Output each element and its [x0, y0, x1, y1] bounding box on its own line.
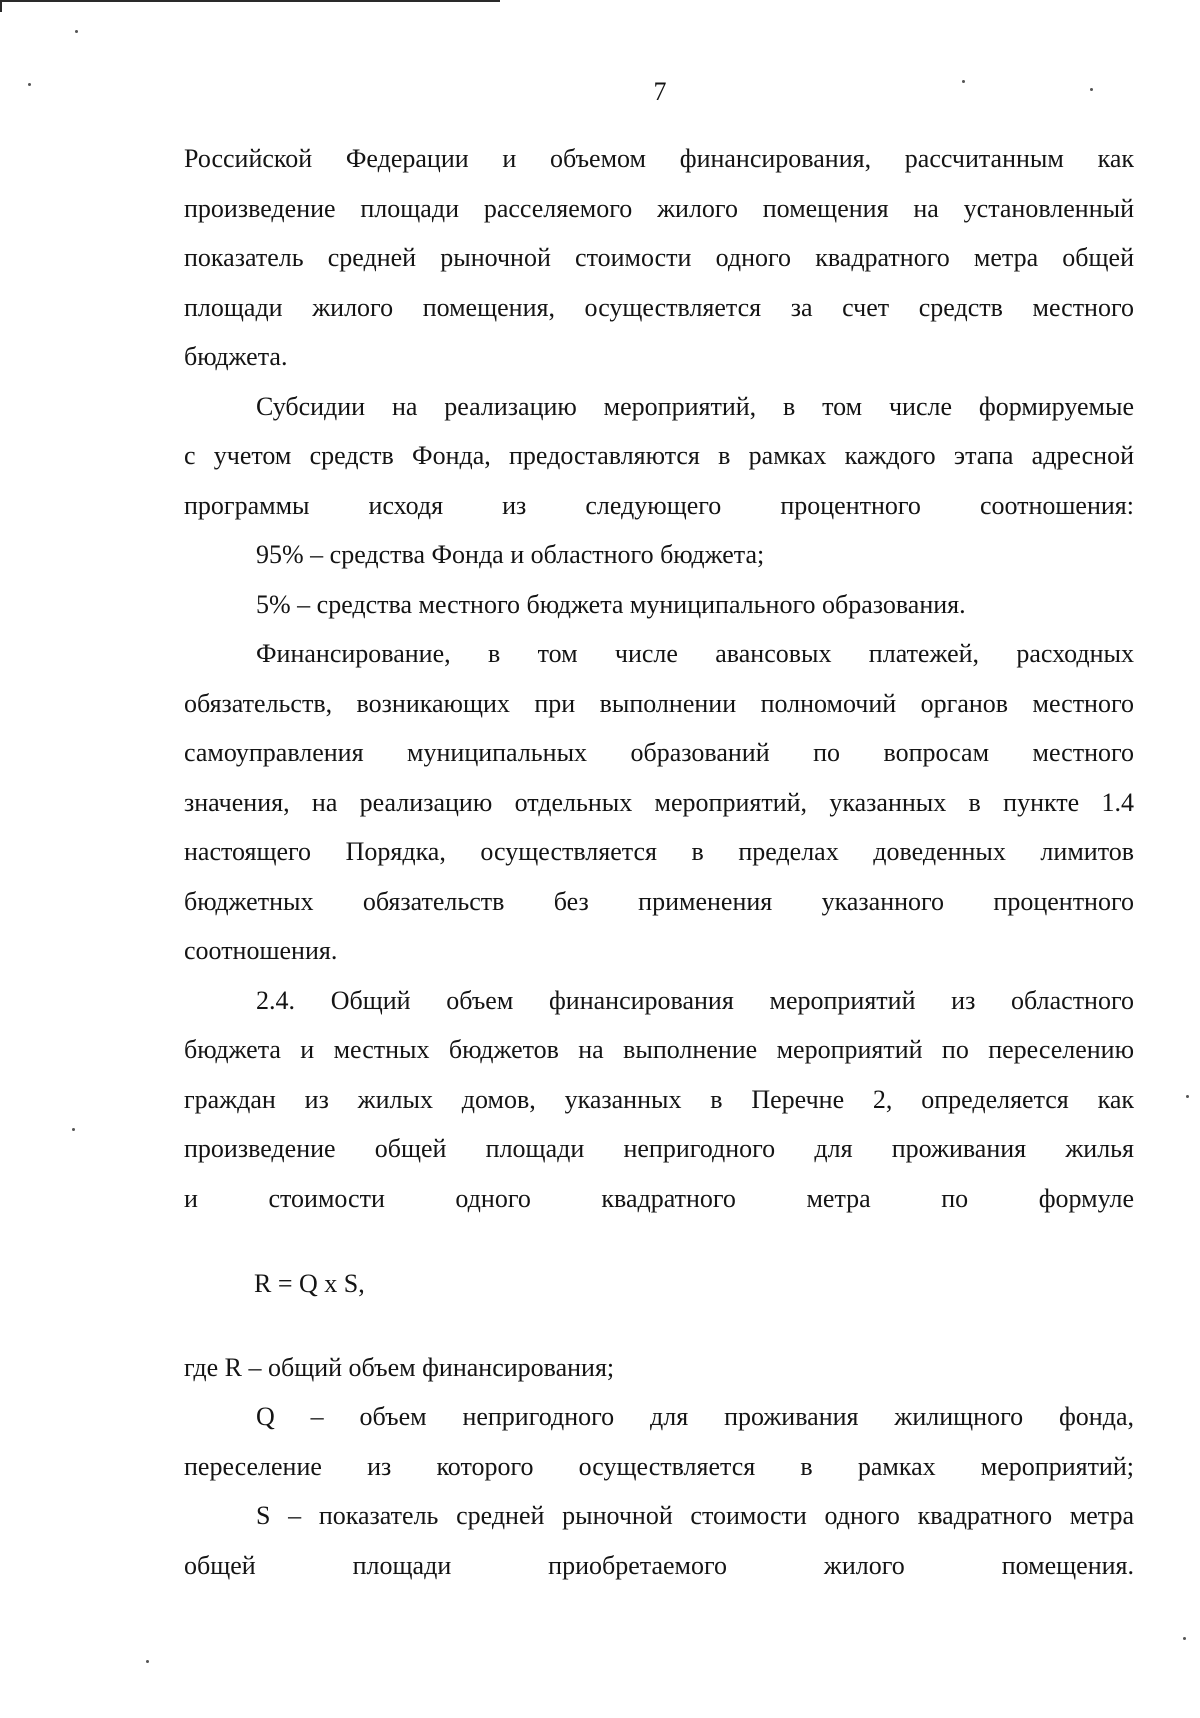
- scan-speck: [1183, 1637, 1186, 1640]
- formula-text: R = Q x S,: [254, 1269, 365, 1298]
- scan-speck: [1186, 1095, 1189, 1098]
- text-line: общей площади приобретаемого жилого помещения.: [184, 1550, 1134, 1580]
- text-line: программы исходя из следующего процентного соотношения:: [184, 490, 1134, 520]
- paragraph-section-2-4: [184, 976, 1134, 1224]
- scan-edge-left: [0, 0, 2, 12]
- paragraph-financing: [184, 629, 1134, 976]
- text-line: площади жилого помещения, осуществляется за счет средств местного: [184, 292, 1134, 322]
- text-line: 95% – средства Фонда и областного бюджета;: [256, 540, 765, 569]
- scan-edge-top: [0, 0, 500, 2]
- text-line: где R – общий объем финансирования;: [184, 1352, 615, 1382]
- scan-speck: [28, 83, 31, 86]
- text-line: граждан из жилых домов, указанных в Перечне 2, определяется как: [184, 1084, 1134, 1114]
- text-line: с учетом средств Фонда, предоставляются в рамках каждого этапа адресной: [184, 441, 1134, 470]
- text-line: бюджета и местных бюджетов на выполнение мероприятий по переселению: [184, 1035, 1134, 1064]
- text-line: Финансирование, в том числе авансовых платежей, расходных: [256, 639, 1134, 668]
- scan-speck: [962, 80, 965, 83]
- text-line: соотношения.: [184, 936, 338, 965]
- paragraph-funding-continuation: [184, 134, 1134, 382]
- text-line: Российской Федерации и объемом финансирования, рассчитанным как: [184, 144, 1134, 173]
- text-line: 5% – средства местного бюджета муниципального образования.: [256, 589, 966, 619]
- definition-r: [184, 1343, 1134, 1393]
- document-body: [184, 134, 1134, 1590]
- text-line: настоящего Порядка, осуществляется в пределах доведенных лимитов: [184, 837, 1134, 866]
- text-line: обязательств, возникающих при выполнении полномочий органов местного: [184, 688, 1134, 718]
- text-line: бюджета.: [184, 342, 288, 371]
- definition-q: [184, 1392, 1134, 1491]
- paragraph-share-5: [184, 580, 1134, 630]
- text-line: переселение из которого осуществляется в рамках мероприятий;: [184, 1451, 1134, 1481]
- scan-speck: [72, 1128, 75, 1131]
- text-line: S – показатель средней рыночной стоимости одного квадратного метра: [256, 1501, 1134, 1530]
- text-line: и стоимости одного квадратного метра по формуле: [184, 1183, 1134, 1213]
- paragraph-subsidies: [184, 382, 1134, 531]
- formula: [184, 1259, 1134, 1309]
- text-line: произведение площади расселяемого жилого помещения на установленный: [184, 193, 1134, 223]
- text-line: Q – объем непригодного для проживания жилищного фонда,: [256, 1402, 1134, 1431]
- text-line: 2.4. Общий объем финансирования мероприятий из областного: [256, 985, 1134, 1015]
- definition-s: [184, 1491, 1134, 1590]
- page-number: 7: [653, 77, 667, 106]
- text-line: значения, на реализацию отдельных мероприятий, указанных в пункте 1.4: [184, 787, 1134, 817]
- text-line: Субсидии на реализацию мероприятий, в том числе формируемые: [256, 391, 1134, 421]
- scan-speck: [75, 30, 78, 33]
- text-line: самоуправления муниципальных образований по вопросам местного: [184, 738, 1134, 767]
- text-line: показатель средней рыночной стоимости одного квадратного метра общей: [184, 243, 1134, 272]
- scan-speck: [146, 1660, 149, 1663]
- text-line: произведение общей площади непригодного для проживания жилья: [184, 1134, 1134, 1163]
- scan-speck: [1090, 88, 1093, 91]
- text-line: бюджетных обязательств без применения указанного процентного: [184, 886, 1134, 916]
- paragraph-share-95: [184, 530, 1134, 580]
